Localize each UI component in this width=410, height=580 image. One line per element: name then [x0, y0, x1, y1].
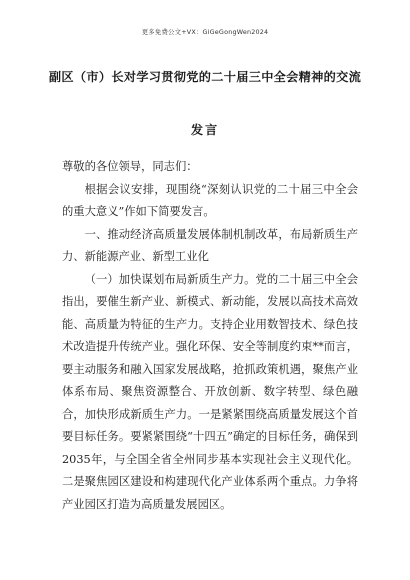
salutation: 尊敬的各位领导，同志们： — [62, 160, 198, 173]
paragraph-body: （一）加快谋划布局新质生产力。党的二十届三中全会指出，要催生新产业、新模式、新动能，发展以高技术高效能、高质量为特征的生产力。支持企业用数智技术、绿色技术改造提升传统产业。强化环保、安全等制度约束**而言，要主动服务和融入国家发展战略，抢抓政策机遇，聚焦产业体系布局、聚焦资源整合、开放创新、数字转型、绿色融合，加快形成新质生产力。一是紧紧围绕高质量发展这个首要目标任务。要紧紧围绕“十四五”确定的目标任务，确保到2035年，与全国全省全州同步基本实现社会主义现代化。二是聚焦园区建设和构建现代化产业体系两个重点。力争将产业园区打造为高质量发展园区。 — [62, 272, 358, 511]
section-heading-1: 一、推动经济高质量发展体制机制改革，布局新质生产力、新能源产业、新型工业化 — [62, 227, 358, 263]
document-title: 副区（市）长对学习贯彻党的二十届三中全会精神的交流 — [48, 70, 362, 84]
document-body — [62, 156, 358, 516]
document-subtitle: 发言 — [190, 123, 220, 137]
paragraph-intro: 根据会议安排，现围绕“深刻认识党的二十届三中全会的重大意义”作如下简要发言。 — [62, 182, 358, 218]
header-note: 更多免费公文+VX：GiGeGongWen2024 — [141, 28, 269, 36]
